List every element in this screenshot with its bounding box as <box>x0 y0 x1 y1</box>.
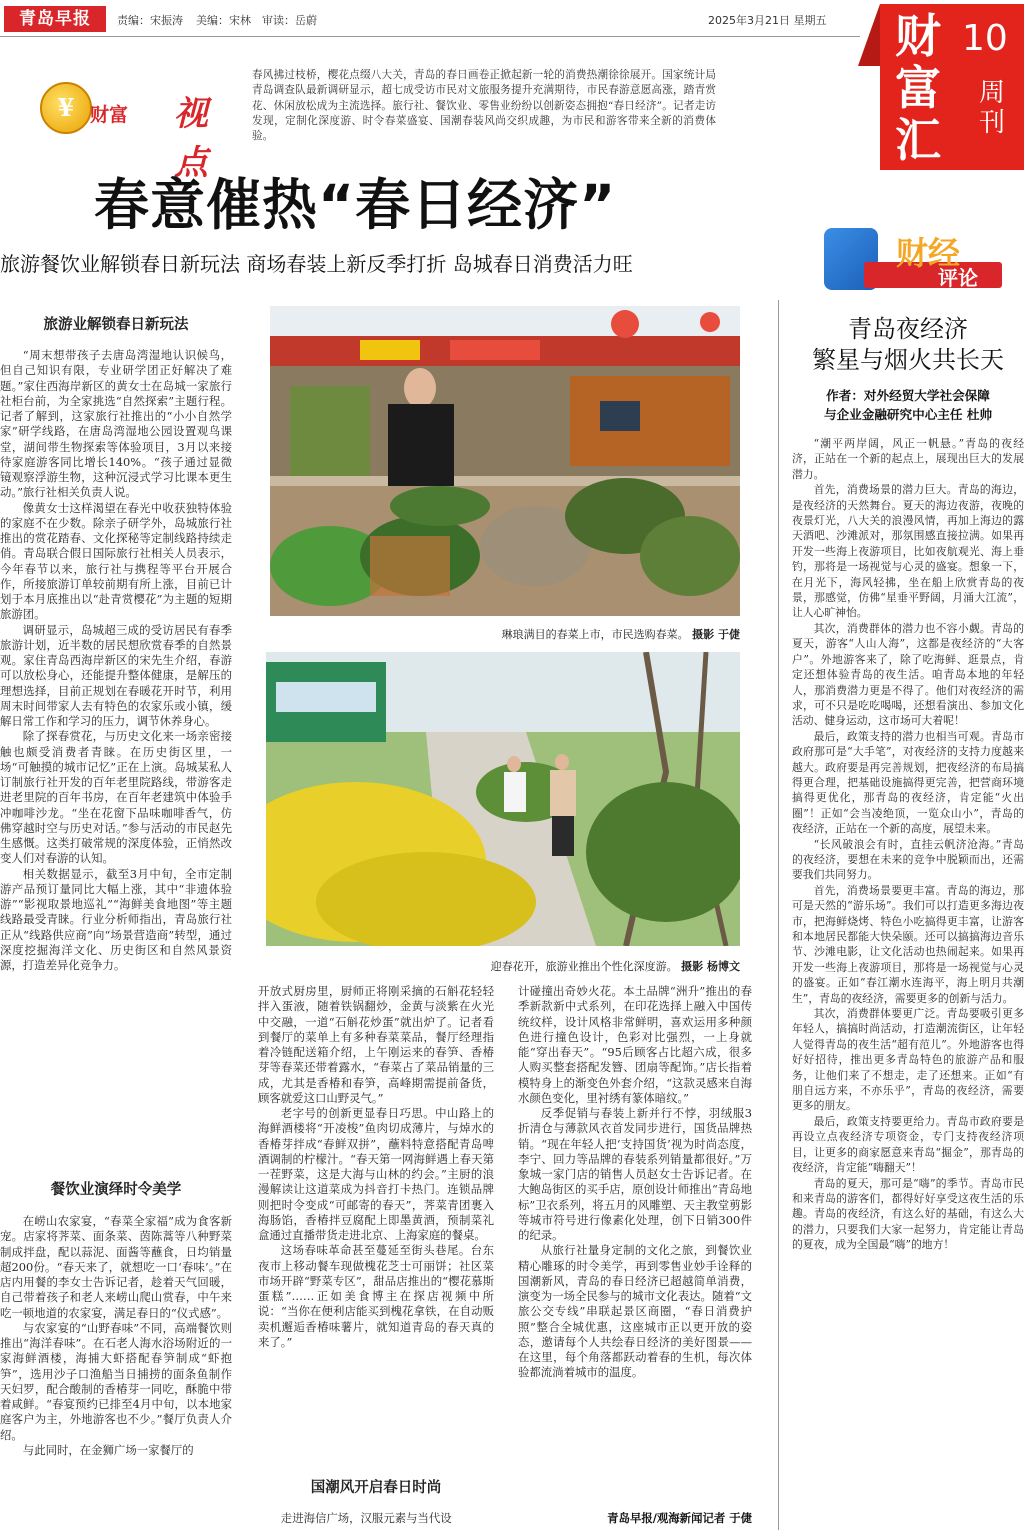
coin-icon: ¥ <box>40 82 92 134</box>
weekly-label: 周刊 <box>978 78 1005 138</box>
opinion-paragraph: “潮平两岸阔，风正一帆悬。”青岛的夜经济，正站在一个新的起点上，展现出巨大的发展潜力。 <box>792 437 1024 481</box>
article-column-3: 计碰撞出奇妙火花。本土品牌“洲升”推出的春季新款新中式系列，在印花选择上融入中国传统纹样，设计风格非常鲜明，喜欢运用多种颜色进行撞色设计，色彩对比强烈，一上身就能“穿出春天”。“95后顾客占比超六成，很多人购买整套搭配发簪、团扇等配饰。”店长指着模特身上的渐变色外套介绍，“这款灵感来自海水颜色变化，里衬绣有篆体暗纹。” 反季促销与春装上新并行不悖，羽绒服3折清仓与薄款风衣首发同步进行，国货品牌热销。“现在年轻人把‘支持国货’视为时尚态度，李宁、回力等品牌的春装系列销量都很好。”万象城一家门店的销售人员赵女士告诉记者。在大鲍岛街区的买手店，原创设计师推出“青岛地标”卫衣系列，将五月的风雕塑、天主教堂剪影等城市符号进行像素化处理，创下日销300件的纪录。 从旅行社量身定制的文化之旅，到餐饮业精心雕琢的时令美学，再到零售业妙手诠释的国潮新风，青岛的春日经济已超越简单消费，演变为一场全民参与的城市文化表达。随着“文旅公交专线”串联起景区商圈，“春日消费护照”整合全城优惠，这座城市正以更开放的姿态，邀请每个人共绘春日经济的美好图景——在这里，每个角落都跃动着春的生机，每次体验都流淌着城市的温度。 <box>518 984 752 1380</box>
section-heading-tourism: 旅游业解锁春日新玩法 <box>43 317 189 333</box>
photo-spring-vegetable-market <box>270 306 740 616</box>
photo-forsythia-path <box>266 652 740 946</box>
issue-date: 2025年3月21日 星期五 <box>708 14 827 27</box>
opinion-paragraph: 首先，消费场景的潜力巨大。青岛的海边，是夜经济的天然舞台。夏天的海边夜游，夜晚的夜景灯光，八大关的浪漫风情，再加上海边的露天酒吧、沙滩派对，那氛围感直接拉满。如果再开发一些海上夜游项目，比如夜航观光、海上垂钓，那将是一场视觉与心灵的盛宴。想象一下，在月光下，海风轻拂，坐在船上欣赏青岛的夜景，那感觉，仿佛“星垂平野阔，月涌大江流”，让人心旷神怡。 <box>792 483 1024 620</box>
newspaper-logo: 青岛早报 <box>4 6 106 32</box>
section-masthead <box>858 4 1024 170</box>
photo-caption-1: 琳琅满目的春菜上市，市民选购春菜。 摄影 于倢 <box>501 628 740 641</box>
badge-text-part1: 财富 <box>90 104 129 126</box>
photo-caption-2: 迎春花开，旅游业推出个性化深度游。 摄影 杨博文 <box>490 960 740 973</box>
section-heading-dining: 餐饮业演绎时令美学 <box>50 1182 182 1198</box>
opinion-paragraph: 其次，消费群体的潜力也不容小觑。青岛的夏天，游客“人山人海”，这都是夜经济的“大客户”。外地游客来了，除了吃海鲜、逛景点，肯定还想体验青岛的夜生活。咱青岛本地的年轻人，那消费潜力更是不得了。他们对夜经济的需求，可不只是吃吃喝喝，还想看演出、参加文化活动、健身运动，这市场可大着呢！ <box>792 621 1024 728</box>
lead-paragraph: 春风拂过枝桥，樱花点缀八大关，青岛的春日画卷正掀起新一轮的消费热潮徐徐展开。国家统计局青岛调查队最新调研显示，超七成受访市民对文旅服务提升充满期待，市民春游意愿高涨，踏青赏花、休闲放松成为主流选择。旅行社、餐饮业、零售业纷纷以创新姿态拥抱“春日经济”。记者走访发现，定制化深度游、时令春菜盛宴、国潮春装风尚交织成趣，为市民和游客带来全新的消费体验。 <box>252 69 716 143</box>
article-column-2b: 走进海信广场，汉服元素与当代设 <box>280 1511 452 1525</box>
opinion-body <box>792 436 1024 1253</box>
section-heading-guochao: 国潮风开启春日时尚 <box>310 1480 442 1496</box>
opinion-paragraph: 最后，政策支持要更给力。青岛市政府要是再设立点夜经济专项资金，专门支持夜经济项目，让更多的商家愿意来青岛“掘金”，那青岛的夜经济，肯定能“嗨翻天”！ <box>792 1114 1024 1175</box>
opinion-author: 作者：对外经贸大学社会保障 与企业金融研究中心主任 杜帅 <box>823 388 993 422</box>
section-name: 财富汇 <box>895 9 941 167</box>
badge-caijing: 财经 <box>896 234 961 272</box>
proofreader-credit: 审读：岳蔚 <box>262 14 317 27</box>
header-rule <box>0 36 860 37</box>
caijing-pinglun-badge <box>824 228 1004 294</box>
opinion-paragraph: “长风破浪会有时，直挂云帆济沧海。”青岛的夜经济，要想在未来的竞争中脱颖而出，还需要我们共同努力。 <box>792 837 1024 882</box>
opinion-paragraph: 其次，消费群体要更广泛。青岛要吸引更多年轻人，搞搞时尚活动，打造潮流街区，让年轻人觉得青岛的夜生活“超有范儿”。外地游客也得好好招待，推出更多青岛特色的旅游产品和服务，让他们来了不想走，走了还想来。正如“有朋自远方来，不亦乐乎”，青岛的夜经济，需要更多的朋友。 <box>792 1007 1024 1113</box>
article-column-2a: 开放式厨房里，厨师正将刚采摘的石斛花轻轻拌入蛋液，随着铁锅翻炒，金黄与淡紫在火光中交融，一道“石斛花炒蛋”就出炉了。记者看到餐厅的菜单上有多种春菜菜品，餐厅经理指着冷链配送箱介绍，上午刚运来的春笋、香椿芽等春菜还带着露水，“春菜占了菜品销量的三成，尤其是香椿和春笋，高峰期需提前备货，顾客就爱这口山野灵气。” 老字号的创新更显春日巧思。中山路上的海鲜酒楼将“开凌梭”鱼肉切成薄片，与焯水的香椿芽拌成“春鲜双拼”，蘸料特意搭配青岛啤酒调制的柠檬汁。“春天第一网海鲜遇上春天第一茬野菜，这是大海与山林的约会。”主厨的浪漫解读让这道菜成为抖音打卡热门。连锁品牌则把时令变成“可邮寄的春天”，荠菜青团裹入海肠馅，香椿拌豆腐配上即墨黄酒，预制菜礼盒通过直播带货走进北京、上海家庭的餐桌。 这场春味革命甚至蔓延至街头巷尾。台东夜市上移动餐车现做槐花芝士可丽饼；社区菜市场开辟“野菜专区”，甜品店推出的“樱花慕斯蛋糕”……正如美食博主在探店视频中所说：“当你在便利店能买到槐花拿铁，在自动贩卖机邂逅香椿味薯片，就知道青岛的春天真的来了。” <box>258 984 494 1349</box>
opinion-title: 青岛夜经济 繁星与烟火共长天 <box>812 315 1004 374</box>
opinion-paragraph: 首先，消费场景要更丰富。青岛的海边，那可是天然的“游乐场”。我们可以打造更多海边夜市，把海鲜烧烤、特色小吃搞得更丰富，让游客和本地居民都能大快朵颐。还可以搞搞海边音乐节、沙滩电影，让文化活动也热闹起来。如果再开发一些海上夜游项目，那将是一场视觉与心灵的盛宴。正如“春江潮水连海平，海上明月共潮生”，青岛的夜经济，需要更多的创新与活力。 <box>792 883 1024 1005</box>
subheadline: 旅游餐饮业解锁春日新玩法 商场春装上新反季打折 岛城春日消费活力旺 <box>0 252 633 276</box>
editor-credit: 责编：宋振涛 <box>117 14 183 27</box>
opinion-paragraph: 最后，政策支持的潜力也相当可观。青岛市政府那可是“大手笔”，对夜经济的支持力度越来越大。政府要是再完善规划，把夜经济的布局搞得更合理，把基础设施搞得更完善，把营商环境搞得更优化，那青岛的夜经济，肯定能“火出圈”！正如“会当凌绝顶，一览众山小”，青岛的夜经济，正站在一个新的高度，展望未来。 <box>792 729 1024 836</box>
badge-pinglun: 评论 <box>938 266 978 290</box>
article-byline: 青岛早报/观海新闻记者 于倢 <box>607 1511 752 1525</box>
designer-credit: 美编：宋林 <box>196 14 251 27</box>
headline: 春意催热“春日经济” <box>94 173 617 237</box>
opinion-paragraph: 青岛的夏天，那可是“嗨”的季节。青岛市民和来青岛的游客们，都得好好享受这夜生活的乐趣。青岛的夜经济，有这么好的基础，有这么大的潜力，只要我们大家一起努力，肯定能让青岛的夏夜，成为全国最“嗨”的地方！ <box>792 1176 1024 1252</box>
article-column-1b: 在崂山农家宴，“春菜全家福”成为食客新宠。店家将荠菜、面条菜、茵陈蒿等八种野菜制成拌盘，配以蒜泥、面酱等蘸食，日均销量超200份。“春天来了，就想吃一口‘春味’。”在店内用餐的李女士告诉记者，趁着天气回暖，自己带着孩子和老人来崂山爬山赏春，中午来吃一顿地道的农家宴，满足春日的“仪式感”。 与农家宴的“山野春味”不同，高端餐饮则推出“海洋春味”。在石老人海水浴场附近的一家海鲜酒楼，海捕大虾搭配春笋制成“虾抱笋”，选用沙子口渔船当日捕捞的面条鱼制作天妇罗，配合酸制的香椿芽一同吃，酥脆中带着咸鲜。“春宴预约已排至4月中旬，以本地家庭客户为主，外地游客也不少。”餐厅负责人介绍。 与此同时，在金狮广场一家餐厅的 <box>0 1214 232 1457</box>
badge-text-part2: 视点 <box>174 94 208 183</box>
page-number: 10 <box>962 18 1008 59</box>
column-divider <box>778 300 779 1530</box>
caifu-shidian-badge <box>40 82 222 183</box>
article-column-1a: “周末想带孩子去唐岛湾湿地认识候鸟，但自己知识有限，专业研学团正好解决了难题。”家住西海岸新区的黄女士在岛城一家旅行社柜台前，为全家挑选“自然探索”主题行程。记者了解到，这家旅行社推出的“小小自然学家”研学线路，在唐岛湾湿地公园设置观鸟课堂，湖间带生物探索等体验项目，3月以来接待家庭游客同比增长140%。“孩子通过显微镜观察浮游生物，这种沉浸式学习比课本更生动。”旅行社相关负责人说。 像黄女士这样渴望在春光中收获独特体验的家庭不在少数。除亲子研学外，岛城旅行社推出的赏花踏春、文化探秘等定制线路持续走俏。青岛联合假日国际旅行社相关人员表示，今年春节以来，旅行社与携程等平台开展合作，所接旅游订单较前期有所上涨，目前已计划于本月底推出以“赴青赏樱花”为主题的短期旅游团。 调研显示，岛城超三成的受访居民有春季旅游计划，近半数的居民想欣赏春季的自然景观。家住青岛西海岸新区的宋先生介绍，春游可以放松身心，还能提升整体健康，是解压的理想选择，目前正规划在春暖花开时节，利用周末时间带家人去有特色的农家乐或小镇，缓解日常工作和学习的压力，调节休养身心。 除了探春赏花，与历史文化来一场亲密接触也颇受消费者青睐。在历史街区里，一场“可触摸的城市记忆”正在上演。岛城某私人订制旅行社开发的百年老里院路线，带游客走进老里院的百年书房，在百年老建筑中体验手冲咖啡沙龙。“坐在花窗下品味咖啡香气，仿佛穿越时空与历史对话。”参与活动的市民赵先生感慨。这类打破常规的深度体验，正悄然改变人们对春游的认知。 相关数据显示，截至3月中旬，全市定制游产品预订量同比大幅上涨，其中“非遗体验游”“影视取景地巡礼”“海鲜美食地图”等主题线路最受青睐。行业分析师指出，青岛旅行社正从“线路供应商”向“场景营造商”转型，通过深度挖掘海洋文化、历史街区和自然风景资源，打造差异化竞争力。 <box>0 348 232 972</box>
